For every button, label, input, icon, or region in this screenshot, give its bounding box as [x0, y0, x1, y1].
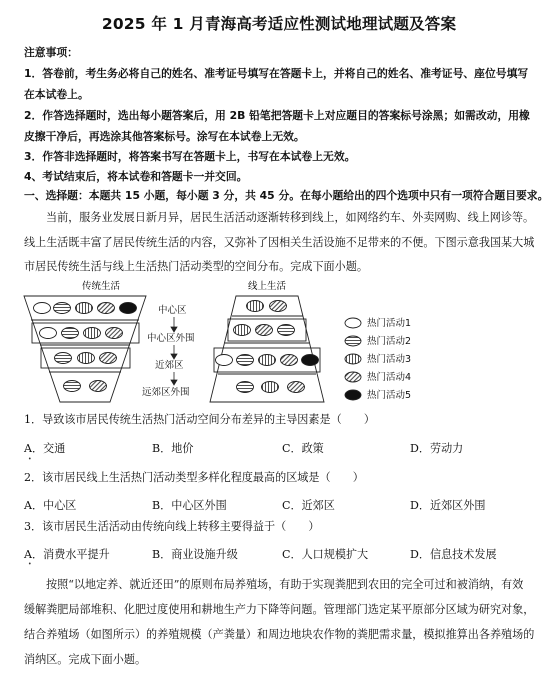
q3-option-c[interactable]: C．人口规模扩大: [282, 548, 369, 561]
question-2-stem: 2．该市居民线上生活热门活动类型多样化程度最高的区域是（ ）: [24, 471, 364, 484]
zone-label-center: 中心区: [158, 305, 187, 316]
q2-option-d[interactable]: D．近郊区外围: [410, 499, 486, 512]
passage1-line-1: 当前，服务业发展日新月异，居民生活活动逐渐转移到线上，如网络约车、外卖网购、线上网诊等。: [46, 211, 535, 224]
passage1-line-3: 市居民传统生活与线上生活热门活动类型的空间分布。完成下面小题。: [24, 260, 368, 273]
q1-option-c[interactable]: C．政策: [282, 442, 324, 455]
notice-item-4: 4、考试结束后，将本试卷和答题卡一并交回。: [24, 170, 248, 183]
zone-arrows: [171, 317, 177, 385]
passage1-line-2: 线上生活既丰富了居民传统生活的内容，又弥补了因相关生活设施不足带来的不便。下图示意我国某大城: [24, 236, 535, 249]
dot-mark: •: [28, 561, 32, 568]
q1-option-d[interactable]: D．劳动力: [410, 442, 464, 455]
zone-label-suburb: 近郊区: [155, 360, 184, 371]
legend-label-5: 热门活动5: [367, 390, 412, 401]
legend-label-4: 热门活动4: [367, 372, 412, 383]
notice-heading: 注意事项：: [24, 46, 78, 59]
q2-option-a[interactable]: A．中心区: [24, 499, 77, 512]
left-figure-title: 传统生活: [82, 281, 121, 292]
q3-option-d[interactable]: D．信息技术发展: [410, 548, 497, 561]
dot-mark: •: [28, 456, 32, 463]
online-life-activity-markers: [216, 301, 319, 393]
notice-item-1a: 1．答卷前，考生务必将自己的姓名、准考证号填写在答题卡上，并将自己的姓名、准考证号、座位号填写: [24, 67, 529, 80]
legend-label-2: 热门活动2: [367, 336, 412, 347]
notice-item-3: 3．作答非选择题时，将答案书写在答题卡上，书写在本试卷上无效。: [24, 150, 356, 163]
legend-label-1: 热门活动1: [367, 318, 412, 329]
zone-labels: [142, 304, 195, 398]
q1-option-a[interactable]: A．交通: [24, 442, 66, 455]
passage2-line-1: 按照“以地定养、就近还田”的原则布局养殖场，有助于实现粪肥到农田的完全可过和被消纳，有效: [46, 578, 524, 591]
legend-label-3: 热门活动3: [367, 354, 412, 365]
traditional-life-activity-markers: [34, 303, 137, 392]
section-heading: 一、选择题：本题共 15 小题，每小题 3 分，共 45 分。在每小题给出的四个选项中只有一项符合题目要求。: [24, 189, 549, 202]
passage2-line-2: 缓解粪肥局部堆积、化肥过度使用和耕地生产力下降等问题。管理部门选定某平原部分区域为研究对象，: [24, 603, 535, 616]
q2-option-c[interactable]: C．近郊区: [282, 499, 335, 512]
notice-item-2b: 皮擦干净后，再选涂其他答案标号。涂写在本试卷上无效。: [24, 130, 305, 143]
zone-label-center-outer: 中心区外围: [147, 333, 195, 344]
passage2-line-4: 消纳区。完成下面小题。: [24, 653, 147, 666]
spatial-distribution-figure: [0, 276, 558, 410]
q3-option-b[interactable]: B．商业设施升级: [152, 548, 238, 561]
q3-option-a[interactable]: A．消费水平提升: [24, 548, 110, 561]
question-1-stem: 1．导致该市居民传统生活热门活动空间分布差异的主导因素是（ ）: [24, 413, 375, 426]
legend: [345, 318, 361, 400]
question-3-stem: 3．该市居民生活活动由传统向线上转移主要得益于（ ）: [24, 520, 320, 533]
passage2-line-3: 结合养殖场（如图所示）的养殖规模（产粪量）和周边地块农作物的粪肥需求量，模拟推算出各养殖场的: [24, 628, 535, 641]
notice-item-2a: 2．作答选择题时，选出每小题答案后，用 2B 铅笔把答题卡上对应题目的答案标号涂黑；如需改动，用橡: [24, 109, 530, 122]
zone-label-suburb-outer: 远郊区外围: [142, 387, 190, 398]
notice-item-1b: 在本试卷上。: [24, 88, 89, 101]
right-figure-title: 线上生活: [248, 281, 287, 292]
q1-option-b[interactable]: B．地价: [152, 442, 194, 455]
page-title: 2025 年 1 月青海高考适应性测试地理试题及答案: [101, 15, 457, 33]
q2-option-b[interactable]: B．中心区外围: [152, 499, 227, 512]
